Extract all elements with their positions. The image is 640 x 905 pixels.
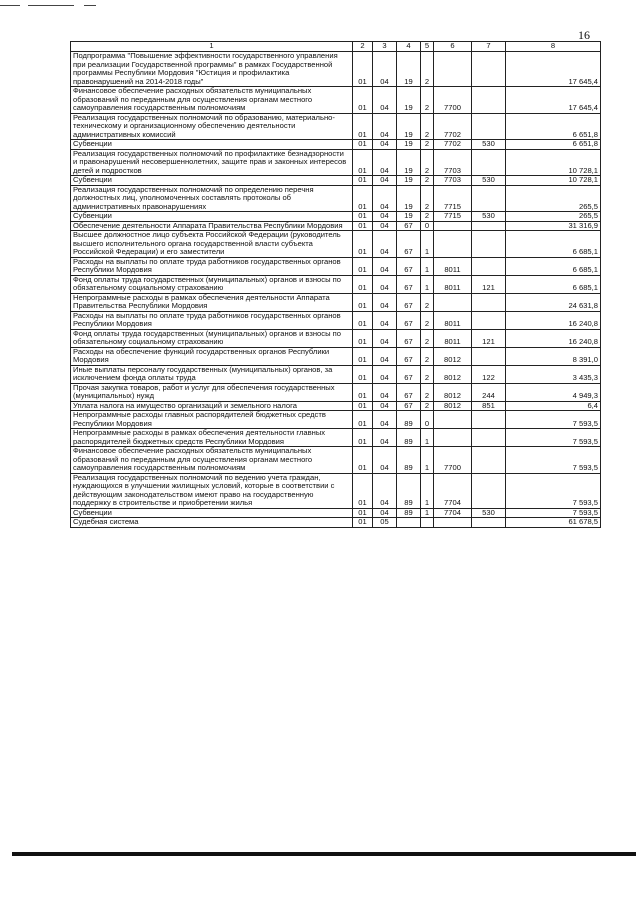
expense-type-cell xyxy=(472,473,506,508)
section-cell: 01 xyxy=(353,473,373,508)
description-cell: Реализация государственных полномочий по образованию, материально-техническому и организационному обеспечению деятельности административных комиссий xyxy=(71,113,353,140)
expense-type-cell xyxy=(472,429,506,447)
table-row xyxy=(71,176,601,186)
table-row xyxy=(71,231,601,258)
table-row xyxy=(71,275,601,293)
section-cell: 01 xyxy=(353,347,373,365)
amount-cell: 7 593,5 xyxy=(506,429,601,447)
header-cell: 6 xyxy=(434,42,472,52)
program-cell: 19 xyxy=(397,149,421,176)
target-code-cell: 7700 xyxy=(434,447,472,474)
table-row xyxy=(71,221,601,231)
header-cell: 4 xyxy=(397,42,421,52)
header-cell: 7 xyxy=(472,42,506,52)
description-cell: Расходы на выплаты по оплате труда работников государственных органов Республики Мордовия xyxy=(71,311,353,329)
bottom-rule xyxy=(12,852,636,856)
section-cell: 01 xyxy=(353,508,373,518)
program-cell: 89 xyxy=(397,508,421,518)
program-cell: 67 xyxy=(397,311,421,329)
subprogram-cell: 2 xyxy=(421,329,434,347)
table-row xyxy=(71,347,601,365)
table-row xyxy=(71,140,601,150)
expense-type-cell xyxy=(472,185,506,212)
table-row xyxy=(71,411,601,429)
section-cell: 01 xyxy=(353,185,373,212)
amount-cell: 6,4 xyxy=(506,401,601,411)
target-code-cell: 8012 xyxy=(434,365,472,383)
subsection-cell: 04 xyxy=(373,401,397,411)
table-row xyxy=(71,518,601,528)
description-cell: Субвенции xyxy=(71,176,353,186)
section-cell: 01 xyxy=(353,52,373,87)
expense-type-cell xyxy=(472,87,506,114)
description-cell: Высшее должностное лицо субъекта Российской Федерации (руководитель высшего исполнительного органа государственной власти субъекта Российской Федерации) и его заместители xyxy=(71,231,353,258)
target-code-cell: 7702 xyxy=(434,140,472,150)
program-cell: 89 xyxy=(397,411,421,429)
expense-type-cell: 122 xyxy=(472,365,506,383)
subsection-cell: 04 xyxy=(373,87,397,114)
target-code-cell xyxy=(434,518,472,528)
program-cell: 67 xyxy=(397,347,421,365)
subsection-cell: 04 xyxy=(373,257,397,275)
subsection-cell: 04 xyxy=(373,429,397,447)
subprogram-cell: 1 xyxy=(421,429,434,447)
subprogram-cell xyxy=(421,518,434,528)
subsection-cell: 05 xyxy=(373,518,397,528)
table-row xyxy=(71,311,601,329)
subprogram-cell: 2 xyxy=(421,401,434,411)
table-row xyxy=(71,257,601,275)
subsection-cell: 04 xyxy=(373,140,397,150)
target-code-cell: 7703 xyxy=(434,176,472,186)
subprogram-cell: 2 xyxy=(421,113,434,140)
section-cell: 01 xyxy=(353,149,373,176)
section-cell: 01 xyxy=(353,212,373,222)
subsection-cell: 04 xyxy=(373,221,397,231)
expense-type-cell xyxy=(472,518,506,528)
amount-cell: 61 678,5 xyxy=(506,518,601,528)
table-row xyxy=(71,185,601,212)
description-cell: Реализация государственных полномочий по ведению учета граждан, нуждающихся в улучшении жилищных условий, которые в соответствии с действующим законодательством имеют право на государственную поддержку в строительстве и приобретении жилья xyxy=(71,473,353,508)
description-cell: Субвенции xyxy=(71,212,353,222)
header-cell: 3 xyxy=(373,42,397,52)
table-row xyxy=(71,149,601,176)
amount-cell: 16 240,8 xyxy=(506,311,601,329)
section-cell: 01 xyxy=(353,447,373,474)
expense-type-cell xyxy=(472,149,506,176)
expense-type-cell: 121 xyxy=(472,275,506,293)
description-cell: Непрограммные расходы главных распорядителей бюджетных средств Республики Мордовия xyxy=(71,411,353,429)
subprogram-cell: 2 xyxy=(421,140,434,150)
subsection-cell: 04 xyxy=(373,383,397,401)
amount-cell: 6 651,8 xyxy=(506,113,601,140)
subprogram-cell: 1 xyxy=(421,231,434,258)
subsection-cell: 04 xyxy=(373,231,397,258)
program-cell: 67 xyxy=(397,231,421,258)
table-row xyxy=(71,329,601,347)
expense-type-cell xyxy=(472,257,506,275)
target-code-cell xyxy=(434,411,472,429)
section-cell: 01 xyxy=(353,411,373,429)
expense-type-cell xyxy=(472,347,506,365)
target-code-cell: 8011 xyxy=(434,275,472,293)
amount-cell: 7 593,5 xyxy=(506,473,601,508)
amount-cell: 3 435,3 xyxy=(506,365,601,383)
section-cell: 01 xyxy=(353,275,373,293)
amount-cell: 6 685,1 xyxy=(506,257,601,275)
program-cell: 19 xyxy=(397,140,421,150)
amount-cell: 16 240,8 xyxy=(506,329,601,347)
description-cell: Непрограммные расходы в рамках обеспечения деятельности Аппарата Правительства Республики Мордовия xyxy=(71,293,353,311)
top-rule xyxy=(0,2,640,8)
description-cell: Обеспечение деятельности Аппарата Правительства Республики Мордовия xyxy=(71,221,353,231)
target-code-cell: 7704 xyxy=(434,473,472,508)
header-cell: 1 xyxy=(71,42,353,52)
program-cell: 19 xyxy=(397,185,421,212)
description-cell: Фонд оплаты труда государственных (муниципальных) органов и взносы по обязательному социальному страхованию xyxy=(71,329,353,347)
program-cell: 67 xyxy=(397,383,421,401)
budget-table xyxy=(70,41,601,528)
amount-cell: 6 685,1 xyxy=(506,275,601,293)
subprogram-cell: 1 xyxy=(421,257,434,275)
section-cell: 01 xyxy=(353,293,373,311)
table-row xyxy=(71,113,601,140)
amount-cell: 7 593,5 xyxy=(506,411,601,429)
subprogram-cell: 2 xyxy=(421,149,434,176)
target-code-cell: 7715 xyxy=(434,212,472,222)
subsection-cell: 04 xyxy=(373,52,397,87)
amount-cell: 24 631,8 xyxy=(506,293,601,311)
amount-cell: 7 593,5 xyxy=(506,447,601,474)
description-cell: Финансовое обеспечение расходных обязательств муниципальных образований по переданным для осуществления органам местного самоуправления государственным полномочиям xyxy=(71,447,353,474)
amount-cell: 31 316,9 xyxy=(506,221,601,231)
page-number: 16 xyxy=(578,28,590,42)
expense-type-cell: 121 xyxy=(472,329,506,347)
amount-cell: 17 645,4 xyxy=(506,52,601,87)
subprogram-cell: 2 xyxy=(421,293,434,311)
subsection-cell: 04 xyxy=(373,275,397,293)
amount-cell: 265,5 xyxy=(506,212,601,222)
expense-type-cell: 530 xyxy=(472,176,506,186)
subprogram-cell: 2 xyxy=(421,311,434,329)
subsection-cell: 04 xyxy=(373,411,397,429)
header-cell: 8 xyxy=(506,42,601,52)
program-cell: 67 xyxy=(397,293,421,311)
subprogram-cell: 2 xyxy=(421,383,434,401)
subsection-cell: 04 xyxy=(373,113,397,140)
subsection-cell: 04 xyxy=(373,293,397,311)
subprogram-cell: 1 xyxy=(421,275,434,293)
subsection-cell: 04 xyxy=(373,347,397,365)
table-row xyxy=(71,473,601,508)
subsection-cell: 04 xyxy=(373,365,397,383)
description-cell: Субвенции xyxy=(71,140,353,150)
subprogram-cell: 2 xyxy=(421,87,434,114)
description-cell: Прочая закупка товаров, работ и услуг для обеспечения государственных (муниципальных) нужд xyxy=(71,383,353,401)
subprogram-cell: 2 xyxy=(421,212,434,222)
amount-cell: 4 949,3 xyxy=(506,383,601,401)
program-cell xyxy=(397,518,421,528)
header-cell: 5 xyxy=(421,42,434,52)
subprogram-cell: 1 xyxy=(421,447,434,474)
program-cell: 67 xyxy=(397,275,421,293)
subprogram-cell: 2 xyxy=(421,176,434,186)
amount-cell: 265,5 xyxy=(506,185,601,212)
description-cell: Субвенции xyxy=(71,508,353,518)
amount-cell: 6 651,8 xyxy=(506,140,601,150)
amount-cell: 8 391,0 xyxy=(506,347,601,365)
table-row xyxy=(71,87,601,114)
amount-cell: 10 728,1 xyxy=(506,176,601,186)
table-row xyxy=(71,293,601,311)
program-cell: 19 xyxy=(397,52,421,87)
target-code-cell xyxy=(434,221,472,231)
description-cell: Расходы на выплаты по оплате труда работников государственных органов Республики Мордовия xyxy=(71,257,353,275)
program-cell: 67 xyxy=(397,329,421,347)
section-cell: 01 xyxy=(353,140,373,150)
description-cell: Непрограммные расходы в рамках обеспечения деятельности главных распорядителей бюджетных средств Республики Мордовия xyxy=(71,429,353,447)
subprogram-cell: 1 xyxy=(421,473,434,508)
section-cell: 01 xyxy=(353,113,373,140)
subsection-cell: 04 xyxy=(373,447,397,474)
subsection-cell: 04 xyxy=(373,176,397,186)
subprogram-cell: 0 xyxy=(421,411,434,429)
program-cell: 89 xyxy=(397,429,421,447)
expense-type-cell xyxy=(472,311,506,329)
expense-type-cell: 530 xyxy=(472,508,506,518)
expense-type-cell: 244 xyxy=(472,383,506,401)
expense-type-cell: 530 xyxy=(472,212,506,222)
subprogram-cell: 2 xyxy=(421,365,434,383)
table-row xyxy=(71,383,601,401)
subsection-cell: 04 xyxy=(373,329,397,347)
target-code-cell: 7704 xyxy=(434,508,472,518)
target-code-cell: 7700 xyxy=(434,87,472,114)
expense-type-cell xyxy=(472,113,506,140)
section-cell: 01 xyxy=(353,518,373,528)
table-row xyxy=(71,429,601,447)
target-code-cell xyxy=(434,231,472,258)
amount-cell: 10 728,1 xyxy=(506,149,601,176)
subprogram-cell: 2 xyxy=(421,185,434,212)
section-cell: 01 xyxy=(353,231,373,258)
table-row xyxy=(71,508,601,518)
subsection-cell: 04 xyxy=(373,311,397,329)
table-row xyxy=(71,52,601,87)
description-cell: Расходы на обеспечение функций государственных органов Республики Мордовия xyxy=(71,347,353,365)
section-cell: 01 xyxy=(353,221,373,231)
program-cell: 19 xyxy=(397,87,421,114)
target-code-cell xyxy=(434,52,472,87)
target-code-cell xyxy=(434,429,472,447)
amount-cell: 17 645,4 xyxy=(506,87,601,114)
subprogram-cell: 2 xyxy=(421,347,434,365)
expense-type-cell xyxy=(472,447,506,474)
description-cell: Реализация государственных полномочий по определению перечня должностных лиц, уполномоченных составлять протоколы об административных правонарушениях xyxy=(71,185,353,212)
subsection-cell: 04 xyxy=(373,508,397,518)
target-code-cell: 7715 xyxy=(434,185,472,212)
section-cell: 01 xyxy=(353,311,373,329)
description-cell: Реализация государственных полномочий по профилактике безнадзорности и правонарушений несовершеннолетних, защите прав и законных интересов детей и подростков xyxy=(71,149,353,176)
program-cell: 19 xyxy=(397,176,421,186)
section-cell: 01 xyxy=(353,365,373,383)
description-cell: Судебная система xyxy=(71,518,353,528)
expense-type-cell: 851 xyxy=(472,401,506,411)
description-cell: Подпрограмма "Повышение эффективности государственного управления при реализации Государственной программы" в рамках Государственной программы Республики Мордовия "Юстиция и профилактика правонарушений на 2014-2018 годы" xyxy=(71,52,353,87)
header-row xyxy=(71,42,601,52)
table-row xyxy=(71,212,601,222)
expense-type-cell xyxy=(472,293,506,311)
target-code-cell: 8012 xyxy=(434,383,472,401)
subsection-cell: 04 xyxy=(373,149,397,176)
subprogram-cell: 2 xyxy=(421,52,434,87)
subsection-cell: 04 xyxy=(373,473,397,508)
program-cell: 19 xyxy=(397,212,421,222)
section-cell: 01 xyxy=(353,87,373,114)
section-cell: 01 xyxy=(353,383,373,401)
description-cell: Иные выплаты персоналу государственных (муниципальных) органов, за исключением фонда оплаты труда xyxy=(71,365,353,383)
program-cell: 89 xyxy=(397,447,421,474)
target-code-cell: 7703 xyxy=(434,149,472,176)
amount-cell: 7 593,5 xyxy=(506,508,601,518)
program-cell: 67 xyxy=(397,401,421,411)
program-cell: 89 xyxy=(397,473,421,508)
description-cell: Финансовое обеспечение расходных обязательств муниципальных образований по переданным для осуществления органам местного самоуправления государственным полномочиям xyxy=(71,87,353,114)
header-cell: 2 xyxy=(353,42,373,52)
expense-type-cell xyxy=(472,221,506,231)
expense-type-cell xyxy=(472,231,506,258)
section-cell: 01 xyxy=(353,401,373,411)
subprogram-cell: 1 xyxy=(421,508,434,518)
section-cell: 01 xyxy=(353,257,373,275)
program-cell: 67 xyxy=(397,365,421,383)
program-cell: 67 xyxy=(397,257,421,275)
description-cell: Уплата налога на имущество организаций и земельного налога xyxy=(71,401,353,411)
expense-type-cell xyxy=(472,411,506,429)
target-code-cell: 8011 xyxy=(434,329,472,347)
program-cell: 67 xyxy=(397,221,421,231)
target-code-cell: 8011 xyxy=(434,257,472,275)
table-row xyxy=(71,401,601,411)
section-cell: 01 xyxy=(353,176,373,186)
subsection-cell: 04 xyxy=(373,185,397,212)
description-cell: Фонд оплаты труда государственных (муниципальных) органов и взносы по обязательному социальному страхованию xyxy=(71,275,353,293)
expense-type-cell: 530 xyxy=(472,140,506,150)
amount-cell: 6 685,1 xyxy=(506,231,601,258)
target-code-cell: 7702 xyxy=(434,113,472,140)
section-cell: 01 xyxy=(353,329,373,347)
section-cell: 01 xyxy=(353,429,373,447)
target-code-cell: 8012 xyxy=(434,347,472,365)
program-cell: 19 xyxy=(397,113,421,140)
target-code-cell: 8012 xyxy=(434,401,472,411)
table-row xyxy=(71,365,601,383)
subsection-cell: 04 xyxy=(373,212,397,222)
expense-type-cell xyxy=(472,52,506,87)
target-code-cell xyxy=(434,293,472,311)
table-row xyxy=(71,447,601,474)
target-code-cell: 8011 xyxy=(434,311,472,329)
subprogram-cell: 0 xyxy=(421,221,434,231)
